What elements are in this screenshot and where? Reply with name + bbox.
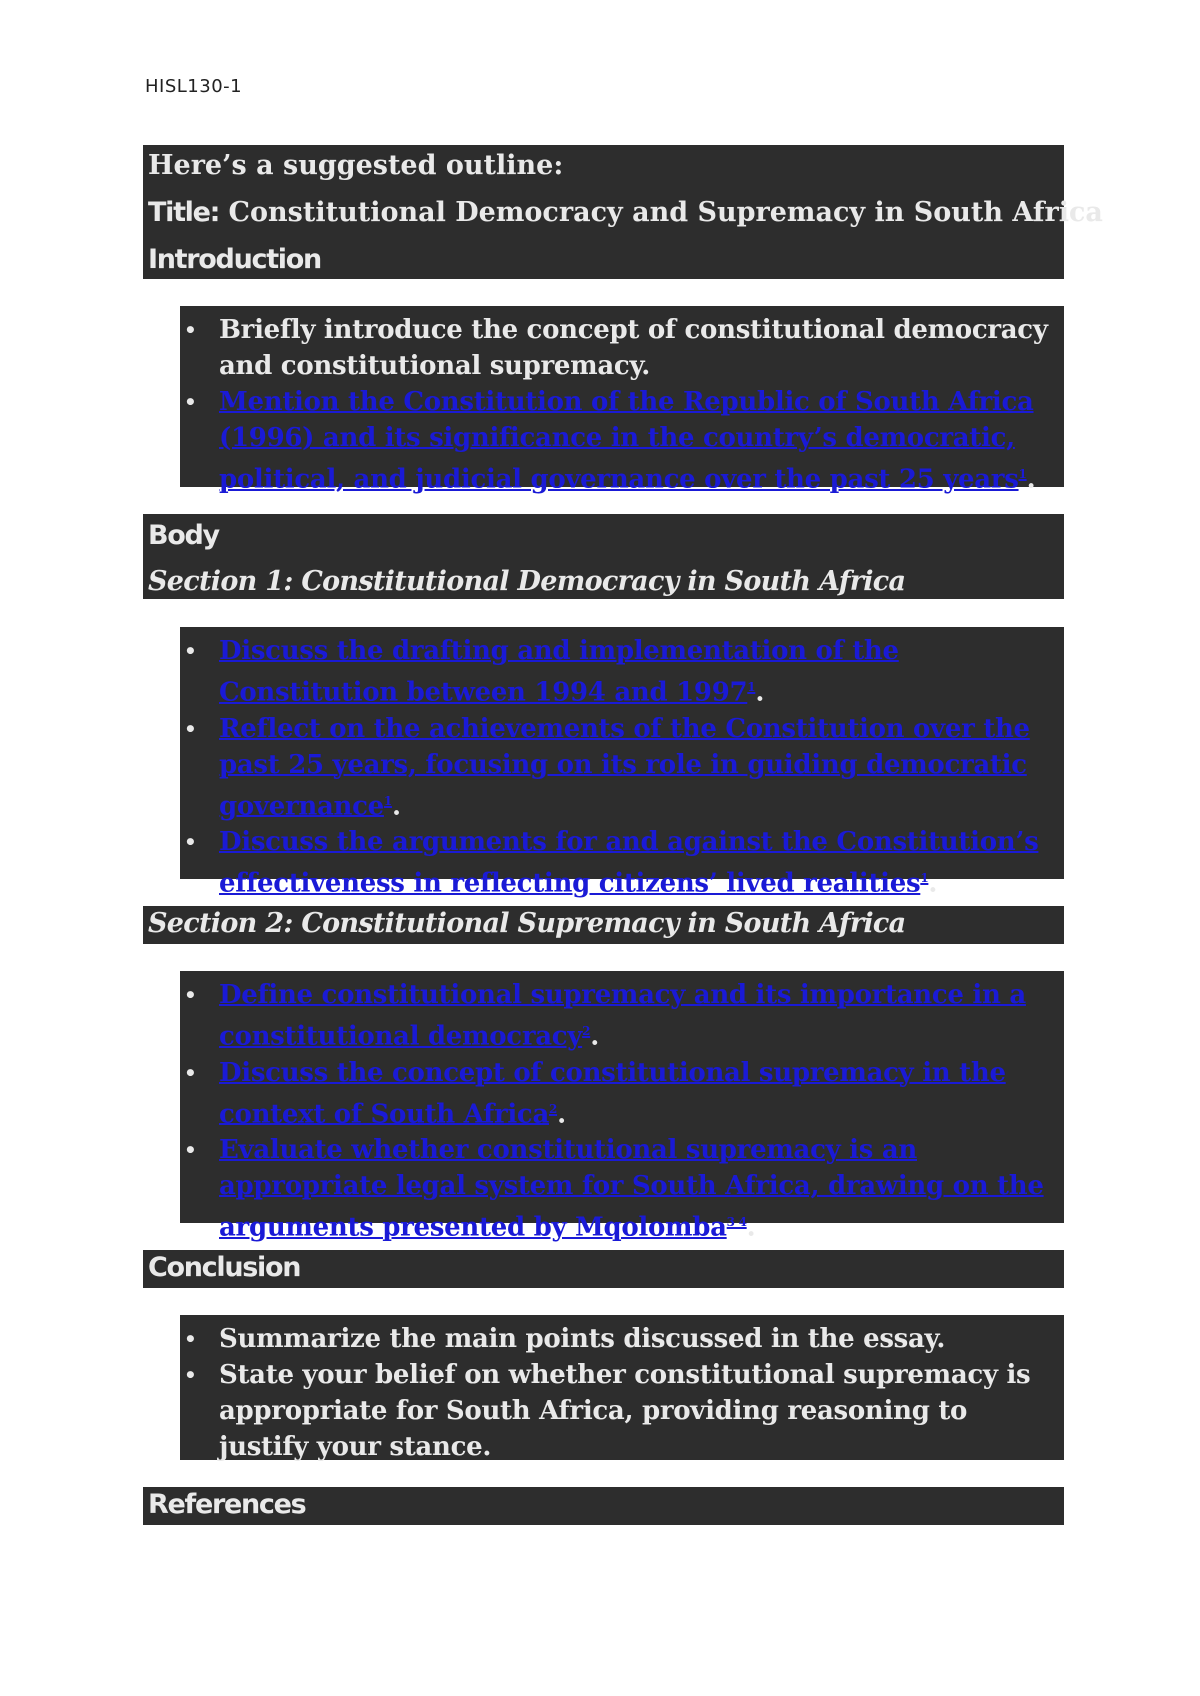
list-item bbox=[180, 312, 1054, 384]
conclusion-list bbox=[180, 1315, 1064, 1465]
footnote-marker[interactable]: 1 bbox=[920, 871, 929, 886]
section2-list bbox=[180, 971, 1064, 1246]
reference-link[interactable]: Discuss the concept of constitutional supremacy in the context of South Africa bbox=[219, 1057, 1006, 1130]
section2-list-block bbox=[180, 971, 1064, 1243]
list-item bbox=[180, 633, 1054, 711]
section1-title: Section 1: Constitutional Democracy in South Africa bbox=[148, 566, 906, 597]
footnote-marker[interactable]: 1 bbox=[1018, 467, 1027, 481]
conclusion-heading-block bbox=[143, 1250, 1064, 1288]
introduction-list bbox=[180, 306, 1064, 498]
footnote-marker[interactable]: 3 4 bbox=[726, 1215, 747, 1230]
references-heading: References bbox=[148, 1489, 306, 1520]
item-tail: . bbox=[755, 677, 765, 708]
bullet-icon: • bbox=[184, 318, 197, 342]
item-tail: . bbox=[746, 1212, 756, 1243]
section1-list-block bbox=[180, 627, 1064, 899]
title-text: Constitutional Democracy and Supremacy in South Africa bbox=[219, 197, 1103, 228]
body-heading: Body bbox=[148, 520, 219, 551]
reference-link[interactable]: Discuss the drafting and implementation of the Constitution between 1994 and 1997 bbox=[219, 636, 899, 708]
list-item bbox=[180, 824, 1054, 902]
item-tail: . bbox=[590, 1021, 599, 1052]
item-tail: . bbox=[391, 791, 401, 822]
list-item bbox=[180, 1321, 1054, 1357]
item-text: Briefly introduce the concept of constitutional democracy and constitutional supremacy. bbox=[219, 315, 1048, 381]
item-tail: . bbox=[928, 868, 938, 899]
bullet-icon: • bbox=[184, 1327, 197, 1351]
body-heading-block bbox=[143, 514, 1064, 599]
bullet-icon: • bbox=[184, 639, 197, 663]
introduction-heading: Introduction bbox=[148, 244, 321, 275]
list-item bbox=[180, 711, 1054, 825]
item-tail: . bbox=[557, 1099, 566, 1130]
bullet-icon: • bbox=[184, 830, 197, 855]
document-header-code: HISL130-1 bbox=[145, 76, 243, 97]
references-heading-block bbox=[143, 1487, 1064, 1525]
list-item bbox=[180, 1055, 1054, 1133]
list-item bbox=[180, 977, 1054, 1055]
list-item bbox=[180, 1357, 1054, 1465]
bullet-icon: • bbox=[184, 1138, 197, 1163]
section1-list bbox=[180, 627, 1064, 902]
section2-title-block bbox=[143, 906, 1064, 944]
bullet-icon: • bbox=[184, 1363, 197, 1387]
outline-intro-line: Here’s a suggested outline: bbox=[148, 150, 564, 181]
conclusion-list-block bbox=[180, 1315, 1064, 1460]
reference-link[interactable]: Define constitutional supremacy and its importance in a constitutional democracy bbox=[219, 980, 1026, 1052]
reference-link[interactable]: Discuss the arguments for and against the Constitution’s effectiveness in reflecting citizens’ lived realities bbox=[219, 827, 1039, 899]
bullet-icon: • bbox=[184, 1060, 197, 1085]
item-text: Summarize the main points discussed in the essay. bbox=[219, 1324, 946, 1354]
title-label: Title: bbox=[148, 197, 220, 228]
reference-link[interactable]: Evaluate whether constitutional supremacy is an appropriate legal system for South Africa, drawing on the arguments presented by Mqolomba bbox=[219, 1135, 1044, 1243]
bullet-icon: • bbox=[184, 716, 197, 741]
item-text: State your belief on whether constitutional supremacy is appropriate for South Africa, providing reasoning to justify your stance. bbox=[219, 1360, 1031, 1462]
list-item bbox=[180, 384, 1054, 498]
footnote-marker[interactable]: 1 bbox=[383, 793, 392, 808]
reference-link[interactable]: Reflect on the achievements of the Constitution over the past 25 years, focusing on its role in guiding democratic governance bbox=[219, 713, 1030, 822]
footnote-marker[interactable]: 2 bbox=[582, 1024, 591, 1038]
conclusion-heading: Conclusion bbox=[148, 1252, 301, 1283]
reference-link[interactable]: Mention the Constitution of the Republic of South Africa (1996) and its significance in the country’s democratic, political, and judicial governance over the past 25 years bbox=[219, 387, 1034, 495]
section2-title: Section 2: Constitutional Supremacy in South Africa bbox=[148, 908, 906, 939]
footnote-marker[interactable]: 2 bbox=[549, 1101, 558, 1116]
outline-heading-block bbox=[143, 145, 1103, 279]
bullet-icon: • bbox=[184, 983, 197, 1007]
item-tail: . bbox=[1026, 464, 1036, 495]
footnote-marker[interactable]: 1 bbox=[747, 680, 756, 694]
outline-title-line bbox=[143, 195, 1103, 231]
introduction-list-block bbox=[180, 306, 1064, 495]
list-item bbox=[180, 1132, 1054, 1246]
bullet-icon: • bbox=[184, 390, 197, 414]
